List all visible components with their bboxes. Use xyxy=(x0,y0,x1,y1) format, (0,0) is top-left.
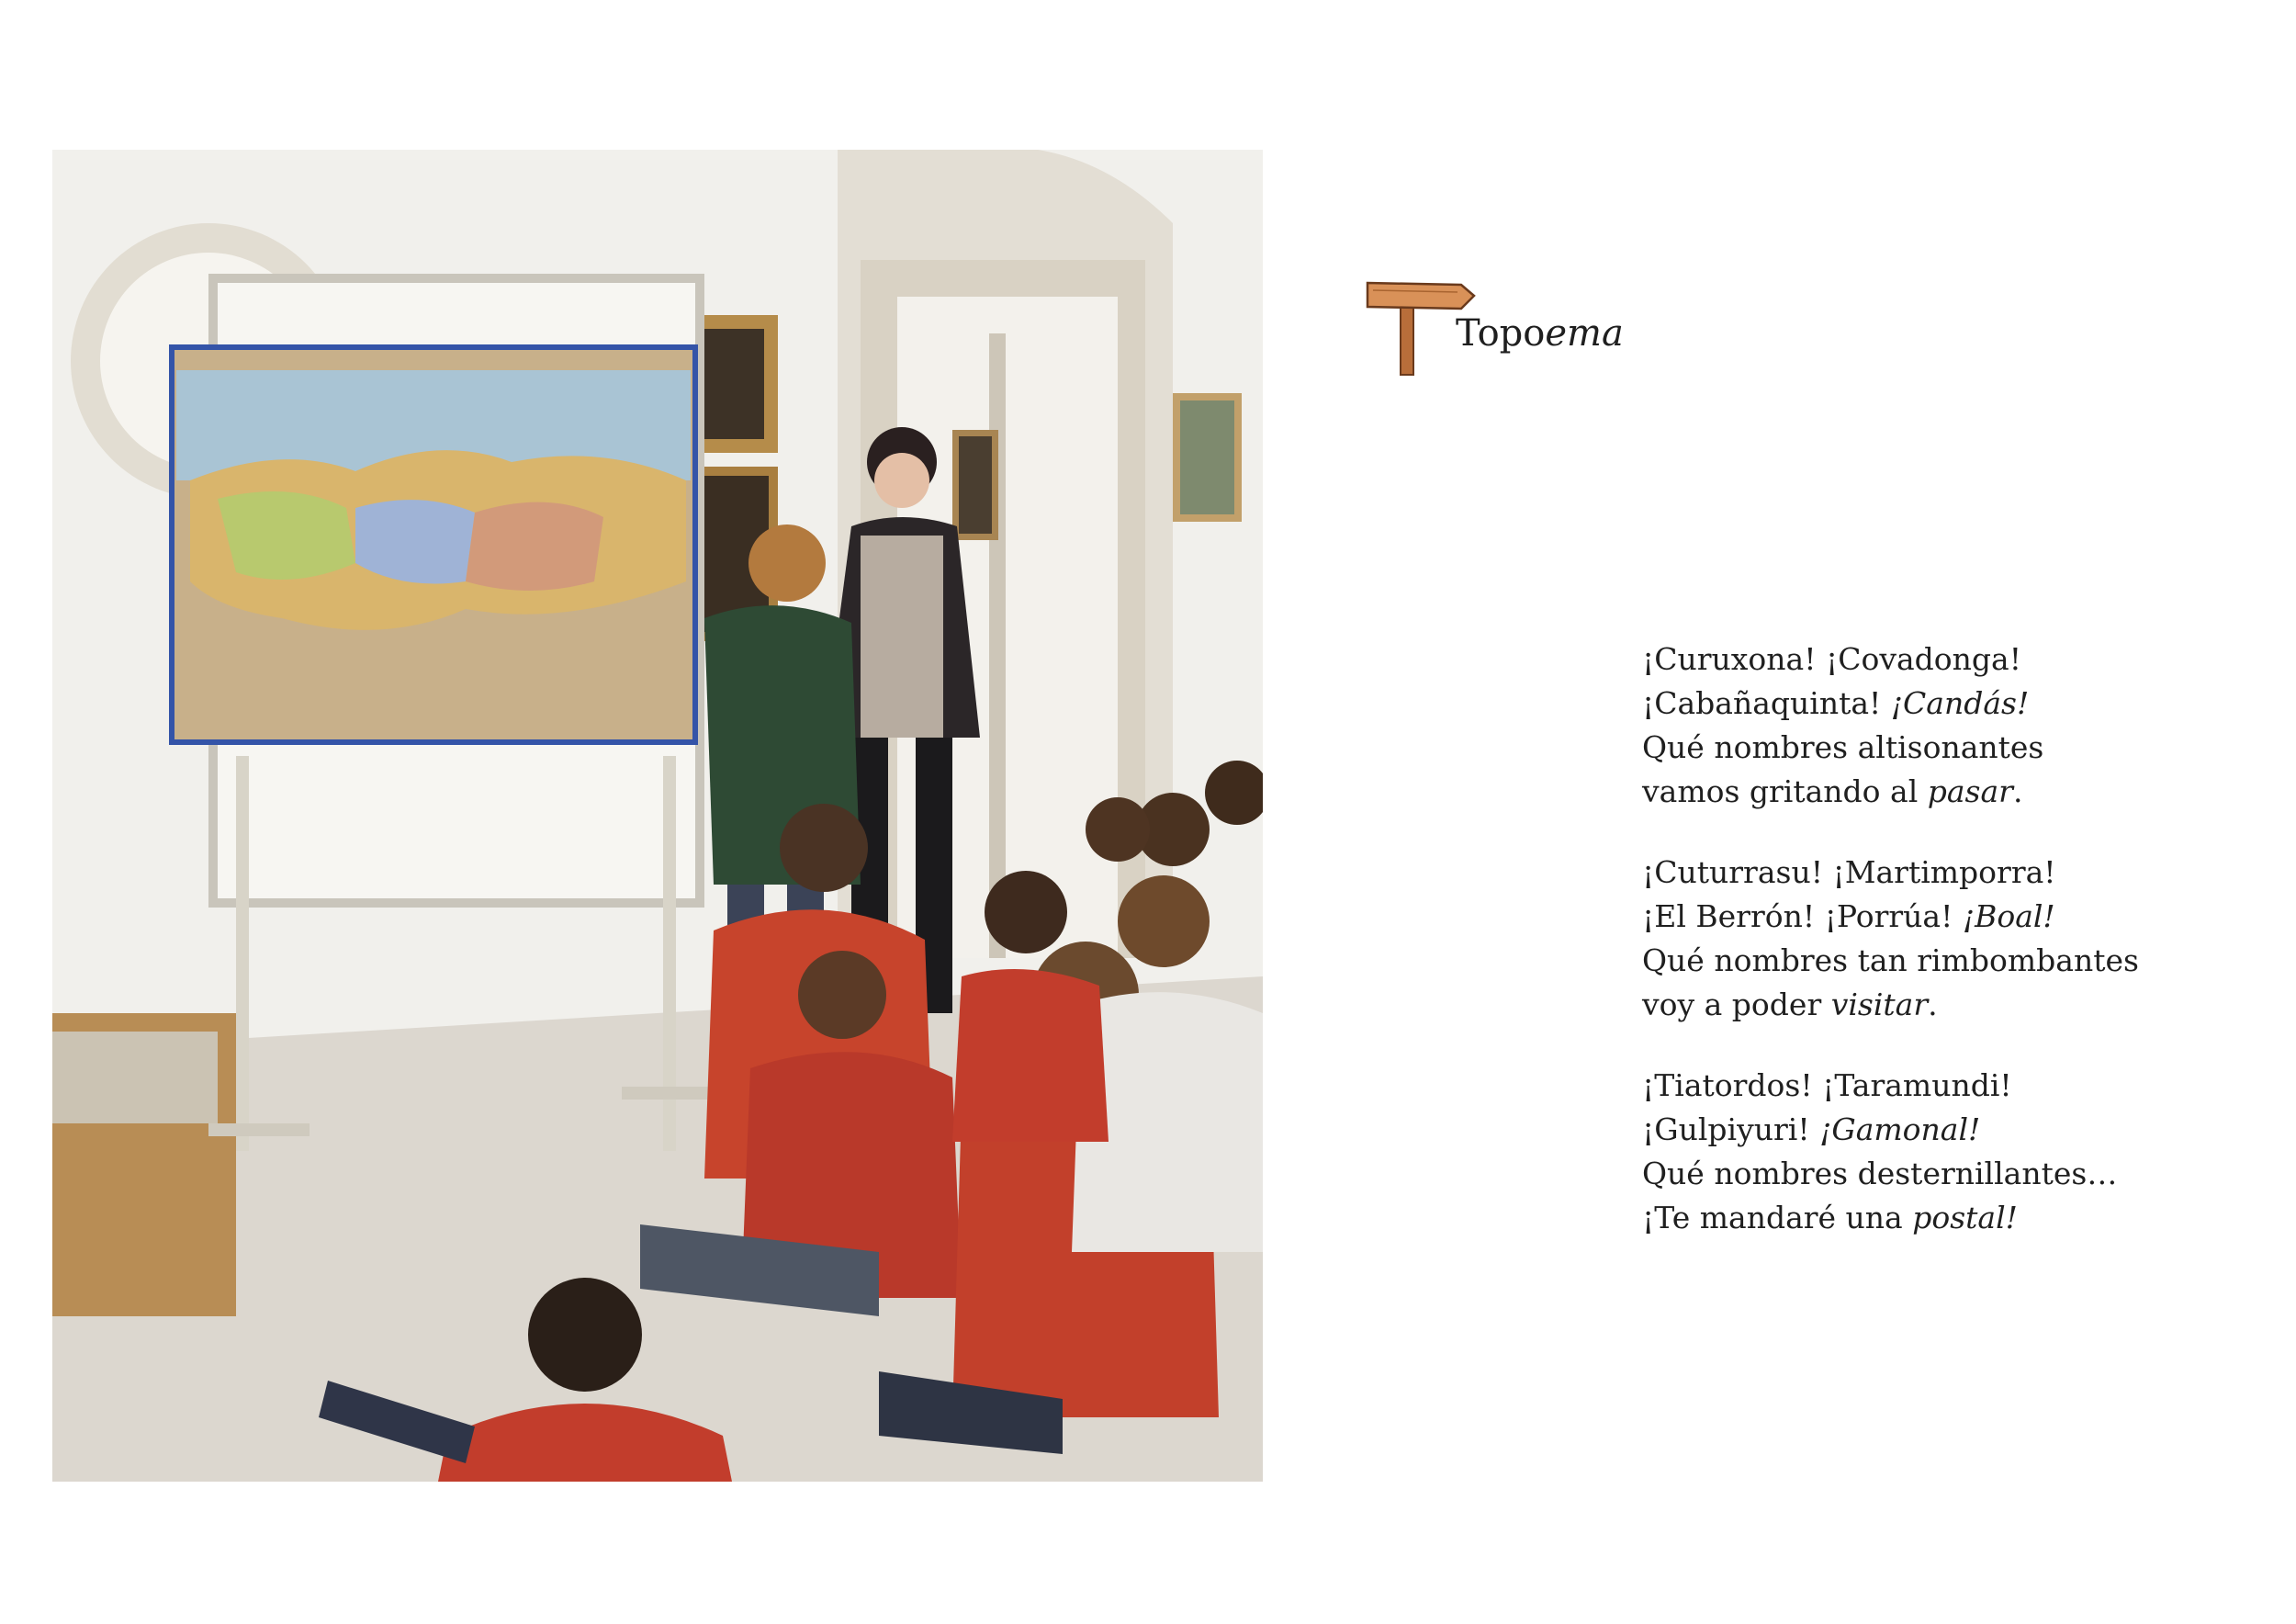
poem-line: ¡Te mandaré una postal! xyxy=(1642,1200,2018,1235)
poem-line: ¡Gulpiyuri! ¡Gamonal! xyxy=(1642,1111,1981,1147)
poem-line: ¡El Berrón! ¡Porrúa! ¡Boal! xyxy=(1642,898,2055,934)
stanza xyxy=(1642,851,2267,1027)
poem-line: ¡Curuxona! ¡Covadonga! xyxy=(1642,641,2021,677)
poem-line: vamos gritando al pasar. xyxy=(1642,773,2023,809)
section-heading xyxy=(1366,276,1733,377)
poem-line: Qué nombres desternillantes… xyxy=(1642,1156,2118,1191)
poem-line: Qué nombres tan rimbombantes xyxy=(1642,942,2139,978)
poem xyxy=(1642,637,2267,1277)
poem-line: voy a poder visitar. xyxy=(1642,987,1938,1022)
poem-line: ¡Tiatordos! ¡Taramundi! xyxy=(1642,1067,2012,1103)
poem-line: ¡Cuturrasu! ¡Martimporra! xyxy=(1642,854,2056,890)
poem-line: Qué nombres altisonantes xyxy=(1642,729,2044,765)
classroom-photo xyxy=(52,150,1263,1482)
poem-line: ¡Cabañaquinta! ¡Candás! xyxy=(1642,685,2030,721)
stanza xyxy=(1642,637,2267,814)
heading-title: Topoema xyxy=(1456,312,1624,355)
stanza xyxy=(1642,1064,2267,1240)
